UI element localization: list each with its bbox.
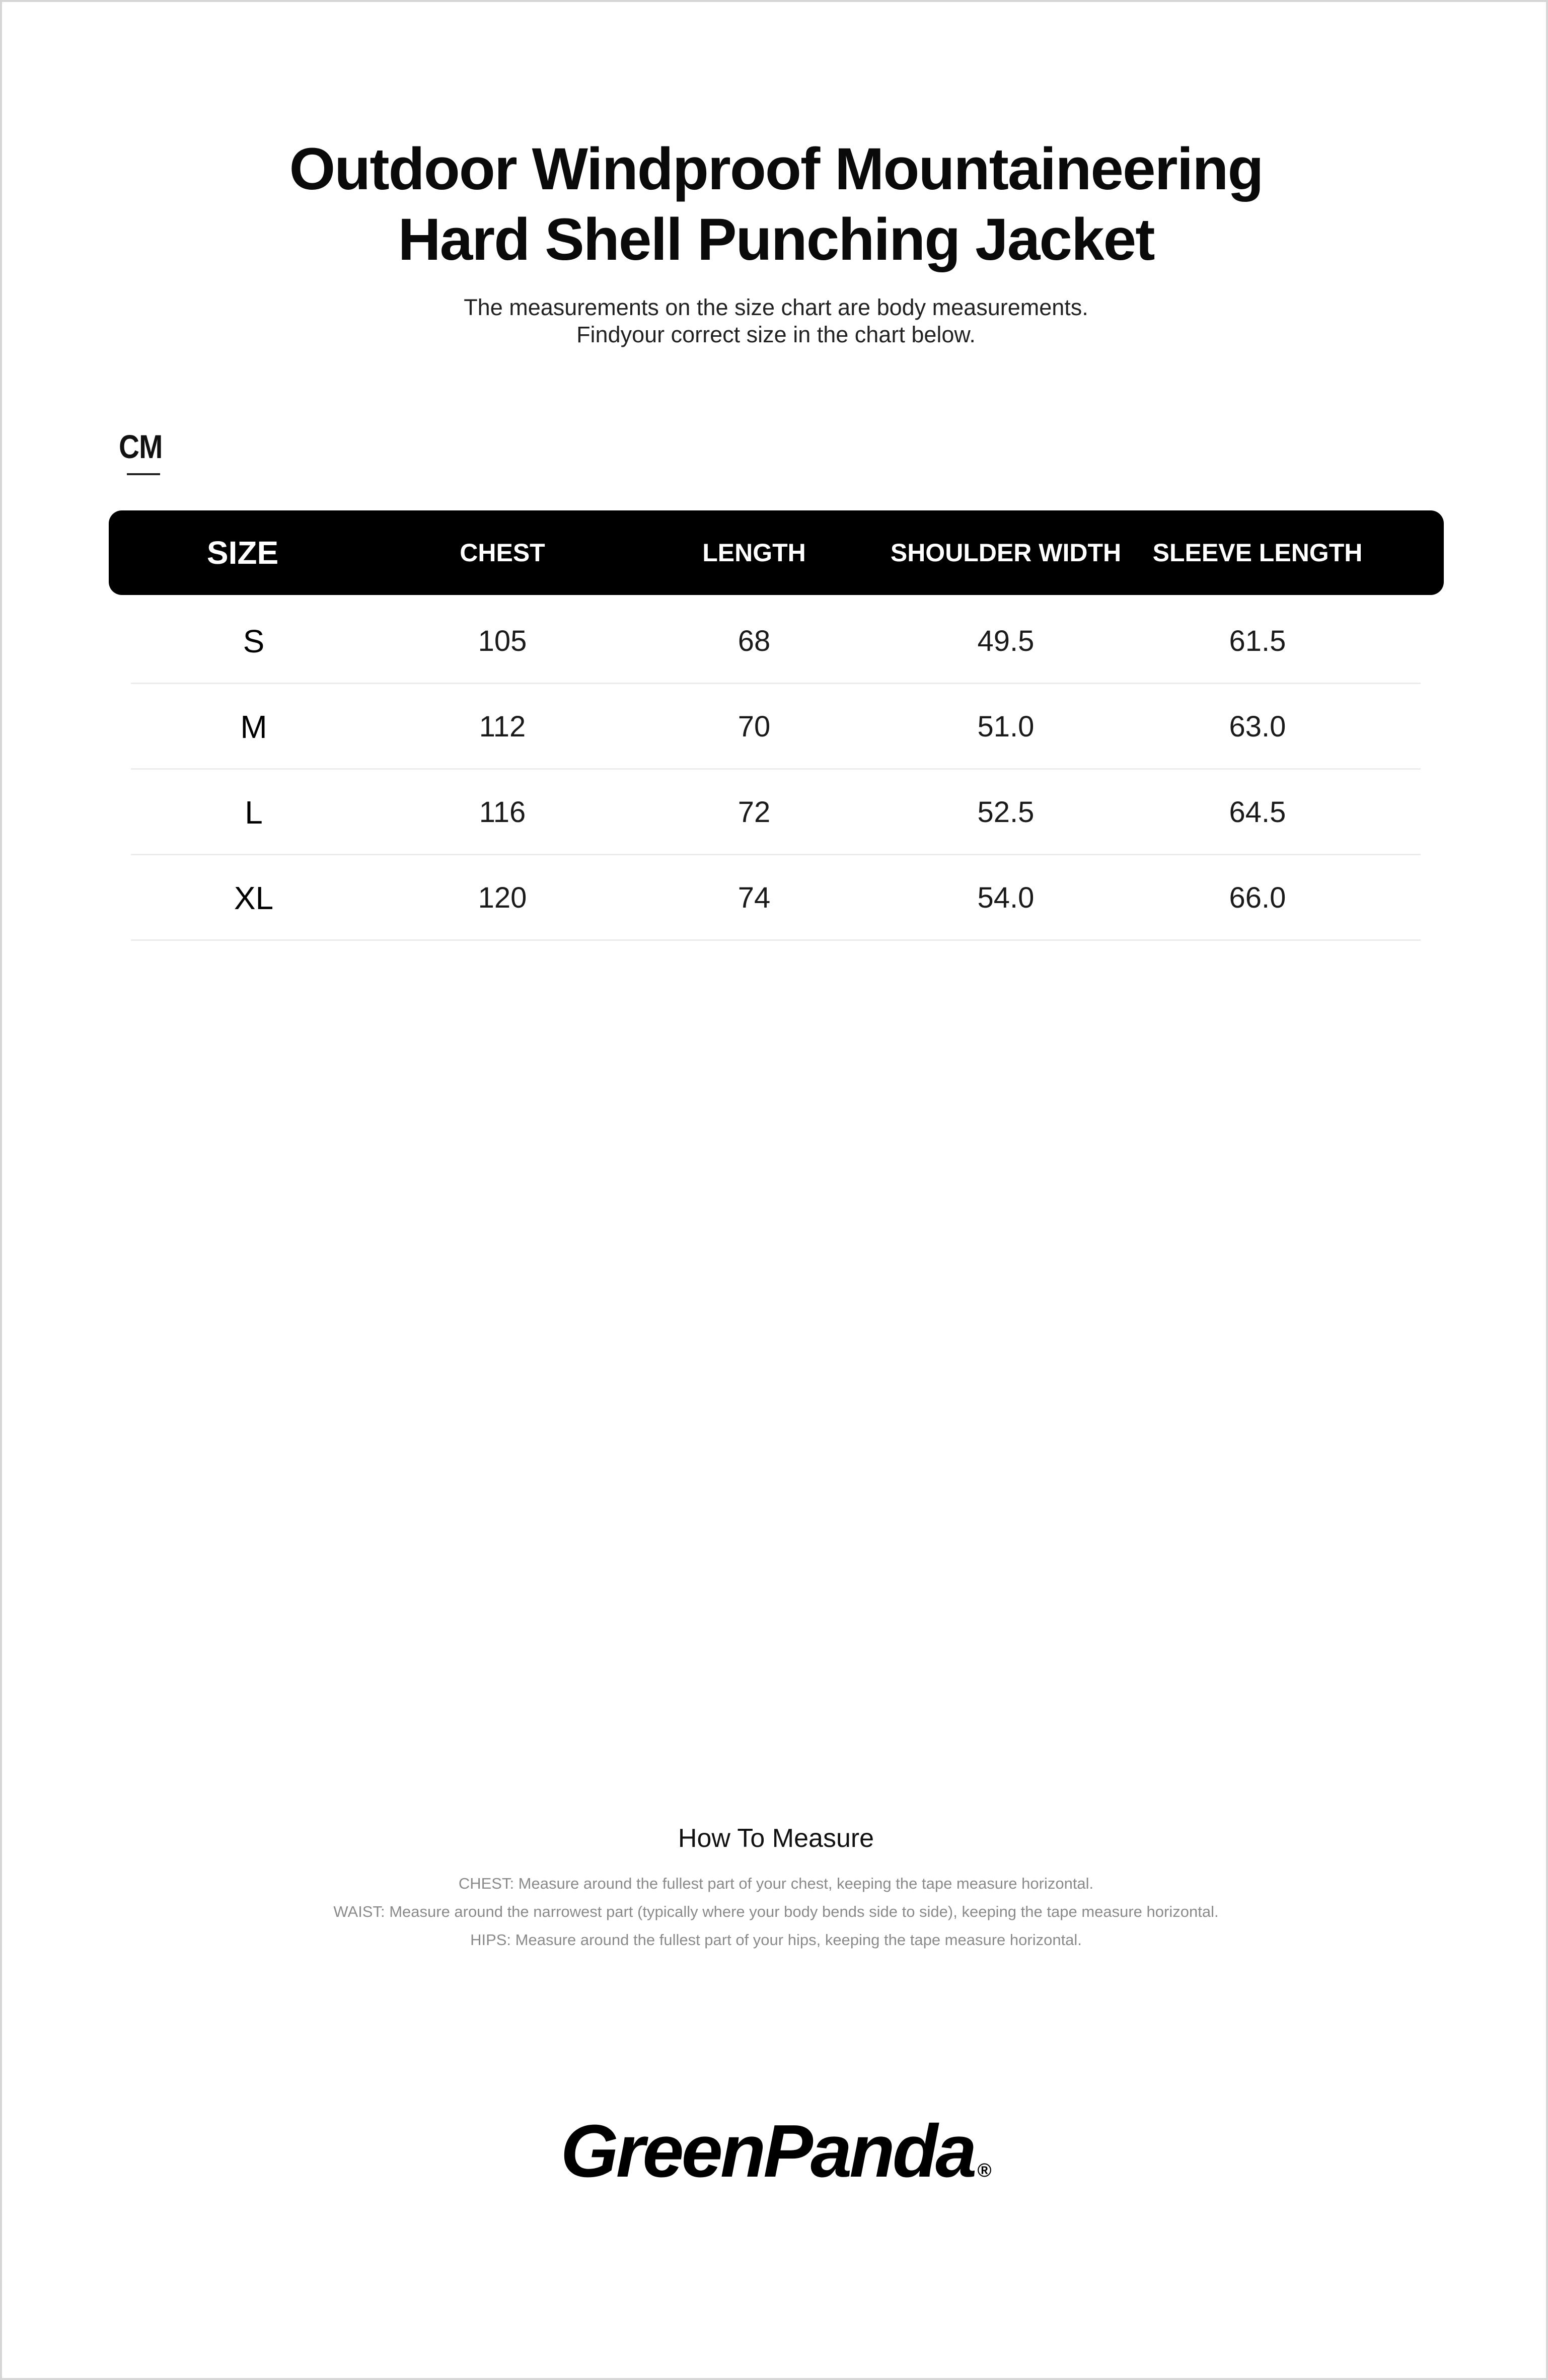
subtitle-line-1: The measurements on the size chart are body measurements. (464, 294, 1088, 320)
unit-underline (127, 473, 160, 475)
cell-chest: 105 (478, 625, 527, 657)
header-length: LENGTH (702, 539, 806, 567)
cell-length: 72 (738, 796, 771, 829)
cell-sleeve-length: 66.0 (1229, 881, 1286, 914)
table-row (131, 855, 1421, 941)
cell-sleeve-length: 63.0 (1229, 710, 1286, 743)
cell-shoulder-width: 52.5 (977, 796, 1035, 829)
header-size: SIZE (206, 535, 279, 571)
table-row (131, 599, 1421, 684)
how-to-measure-title: How To Measure (678, 1824, 874, 1853)
cell-sleeve-length: 61.5 (1229, 625, 1286, 657)
header-sleeve-length: SLEEVE LENGTH (1152, 539, 1363, 567)
how-to-measure-waist: WAIST: Measure around the narrowest part (typically where your body bends side to side), keeping the tape measure horizontal. (333, 1903, 1219, 1920)
cell-shoulder-width: 54.0 (977, 881, 1035, 914)
subtitle-line-2: Findyour correct size in the chart below. (576, 322, 976, 347)
cell-length: 68 (738, 625, 771, 657)
registered-mark-icon: ® (977, 2160, 992, 2181)
how-to-measure-chest: CHEST: Measure around the fullest part of your chest, keeping the tape measure horizontal. (458, 1875, 1094, 1892)
title-line-1: Outdoor Windproof Mountaineering (289, 136, 1263, 202)
size-table-header (109, 510, 1444, 595)
cell-size: M (240, 709, 267, 745)
cell-chest: 116 (479, 796, 526, 829)
cell-size: XL (234, 880, 274, 916)
header-chest: CHEST (460, 539, 545, 567)
brand-logo (2, 2106, 1548, 2216)
cell-length: 74 (738, 881, 771, 914)
title-line-2: Hard Shell Punching Jacket (398, 206, 1154, 273)
how-to-measure-hips: HIPS: Measure around the fullest part of your hips, keeping the tape measure horizontal. (470, 1931, 1082, 1949)
table-row (131, 770, 1421, 855)
cell-sleeve-length: 64.5 (1229, 796, 1286, 829)
cell-shoulder-width: 51.0 (977, 710, 1035, 743)
table-row (131, 684, 1421, 770)
cell-length: 70 (738, 710, 771, 743)
cell-size: L (245, 794, 263, 831)
page-subtitle (2, 294, 1548, 348)
cell-chest: 120 (478, 881, 527, 914)
header-shoulder-width: SHOULDER WIDTH (890, 539, 1122, 567)
unit-label: CM (119, 428, 163, 465)
cell-shoulder-width: 49.5 (977, 625, 1035, 657)
page-title (2, 134, 1548, 275)
cell-chest: 112 (479, 710, 526, 743)
cell-size: S (243, 623, 265, 659)
brand-name: GreenPanda (560, 2110, 975, 2193)
